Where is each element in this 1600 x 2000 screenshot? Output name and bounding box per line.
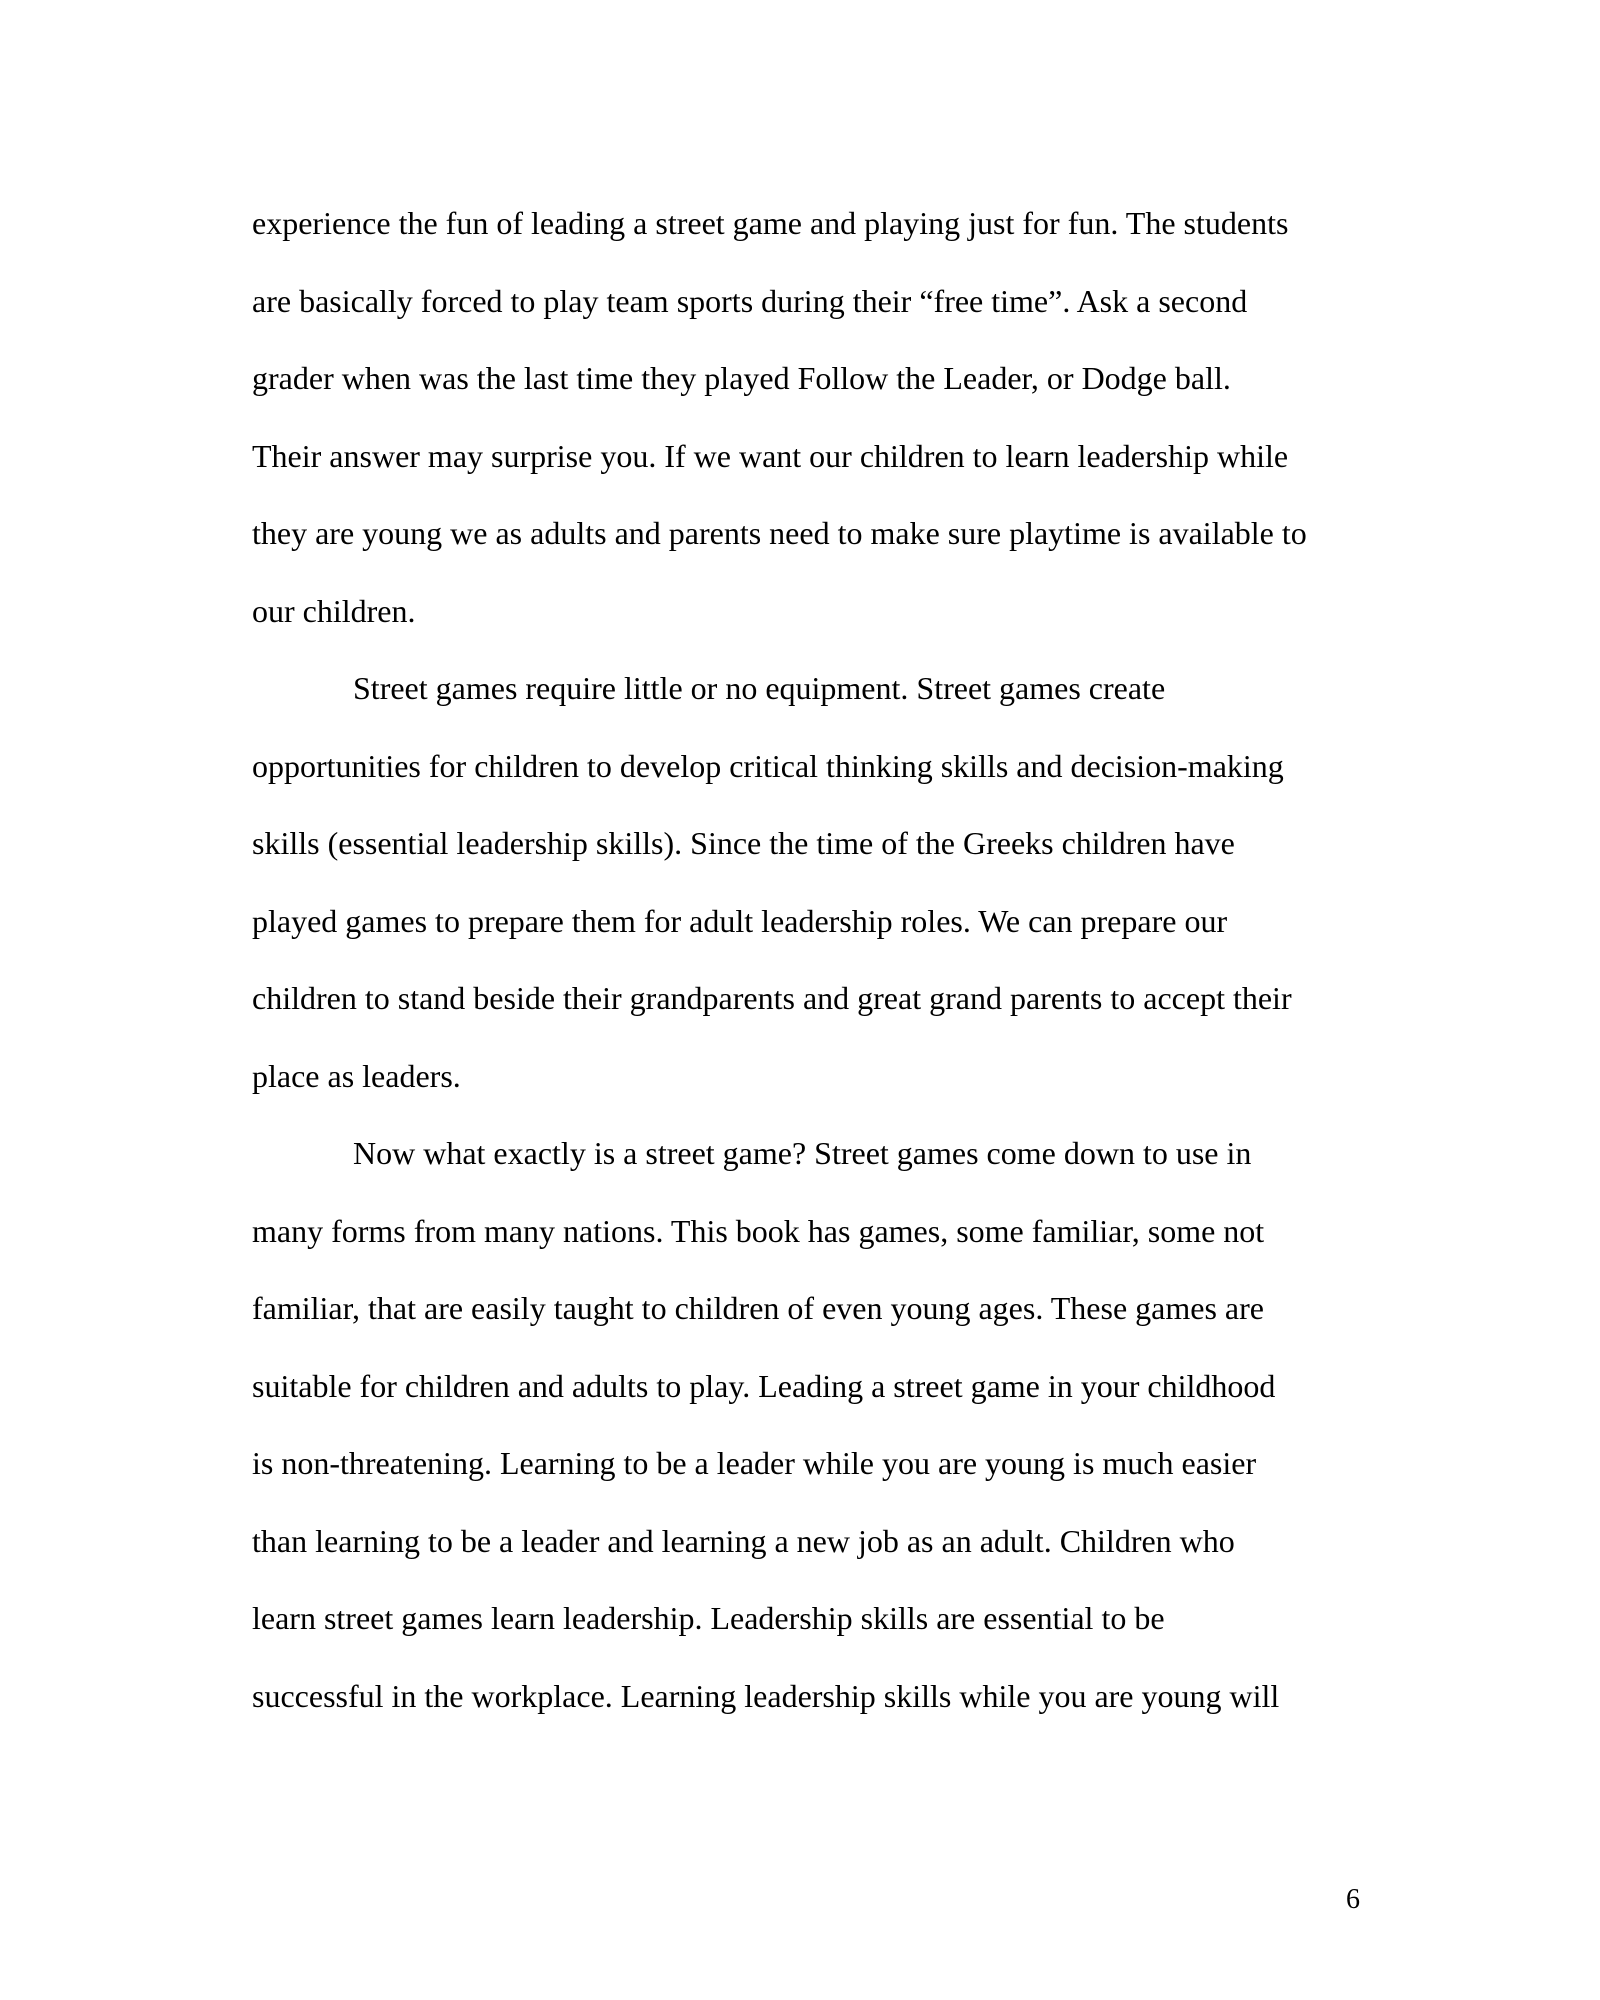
text-line: is non-threatening. Learning to be a leader while you are young is much easier [252,1445,1257,1481]
text-line: experience the fun of leading a street game and playing just for fun. The students [252,205,1289,241]
text-line: learn street games learn leadership. Leadership skills are essential to be [252,1600,1165,1636]
body-text [252,196,1372,1746]
text-line: played games to prepare them for adult leadership roles. We can prepare our [252,902,1228,939]
text-line: they are young we as adults and parents need to make sure playtime is available to [252,515,1307,551]
text-line: grader when was the last time they played Follow the Leader, or Dodge ball. [252,360,1231,396]
text-line: than learning to be a leader and learning a new job as an adult. Children who [252,1522,1235,1559]
text-line: are basically forced to play team sports during their “free time”. Ask a second [252,282,1248,319]
text-line: familiar, that are easily taught to children of even young ages. These games are [252,1290,1264,1326]
text-line: skills (essential leadership skills). Since the time of the Greeks children have [252,825,1235,861]
text-line: children to stand beside their grandparents and great grand parents to accept their [252,980,1292,1016]
text-line: our children. [252,592,416,629]
text-line: Their answer may surprise you. If we want our children to learn leadership while [252,437,1289,474]
text-line: opportunities for children to develop critical thinking skills and decision-making [252,747,1284,784]
paragraph-first-line: Now what exactly is a street game? Street games come down to use in [353,1135,1252,1171]
page-number: 6 [1346,1884,1360,1915]
paragraph-first-line: Street games require little or no equipment. Street games create [353,670,1166,706]
text-line: place as leaders. [252,1057,461,1094]
text-line: many forms from many nations. This book has games, some familiar, some not [252,1212,1265,1249]
text-line: successful in the workplace. Learning leadership skills while you are young will [252,1677,1280,1714]
text-line: suitable for children and adults to play. Leading a street game in your childhood [252,1367,1276,1404]
